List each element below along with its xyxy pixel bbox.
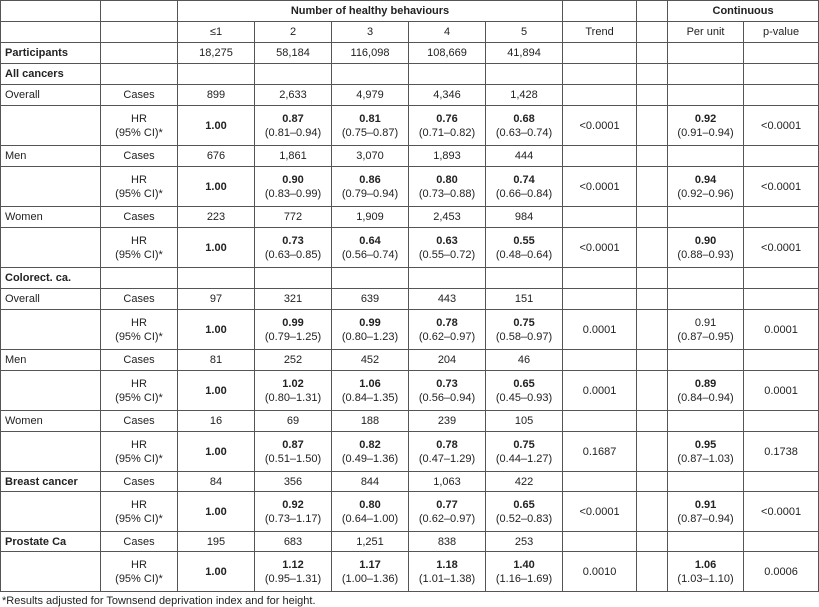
hr-reference: 1.00 <box>178 432 255 472</box>
cases-count: 253 <box>486 532 563 552</box>
cases-count: 105 <box>486 411 563 432</box>
section-title: Breast cancer <box>1 472 101 492</box>
hr-estimate: 0.76 <box>436 112 458 125</box>
per-unit-estimate: 0.91 <box>694 316 717 329</box>
hr-row <box>1 167 819 207</box>
per-unit-ci: (1.03–1.10) <box>677 572 734 585</box>
hr-value-cell <box>409 432 486 472</box>
per-unit-cell <box>668 552 744 592</box>
hr-label-cell <box>101 167 178 207</box>
hr-ci: (0.73–1.17) <box>264 512 322 525</box>
cases-count: 422 <box>486 472 563 492</box>
cases-count: 452 <box>332 350 409 371</box>
hr-reference: 1.00 <box>178 492 255 532</box>
per-unit-estimate: 0.92 <box>694 112 717 125</box>
hr-value-cell <box>409 167 486 207</box>
hr-estimate: 0.64 <box>359 234 381 247</box>
hr-value-cell <box>486 106 563 146</box>
cases-count: 984 <box>486 207 563 228</box>
cases-count: 151 <box>486 289 563 310</box>
per-unit-cell <box>668 371 744 411</box>
trend-pvalue: 0.0001 <box>563 371 637 411</box>
cases-count: 2,453 <box>409 207 486 228</box>
group-label: Women <box>1 411 101 432</box>
hr-ci: (0.80–1.23) <box>341 330 399 343</box>
per-unit-estimate: 0.89 <box>694 377 717 390</box>
cases-label: Cases <box>101 146 178 167</box>
hr-label: HR <box>131 558 147 571</box>
hr-estimate: 0.99 <box>282 316 304 329</box>
participants-count: 18,275 <box>178 43 255 64</box>
cases-count: 1,861 <box>255 146 332 167</box>
hr-estimate: 0.86 <box>359 173 381 186</box>
hr-label: HR <box>131 112 147 125</box>
cases-count: 1,428 <box>486 85 563 106</box>
hr-ci: (0.66–0.84) <box>495 187 553 200</box>
hr-reference: 1.00 <box>178 371 255 411</box>
hr-estimate: 0.68 <box>513 112 535 125</box>
trend-pvalue: 0.0001 <box>563 310 637 350</box>
hr-value-cell <box>255 552 332 592</box>
hr-estimate: 0.92 <box>282 498 304 511</box>
cases-row <box>1 411 819 432</box>
ci-label: (95% CI)* <box>115 572 163 585</box>
hr-value-cell <box>486 492 563 532</box>
cases-row <box>1 207 819 228</box>
hr-value-cell <box>486 310 563 350</box>
per-unit-estimate: 0.90 <box>694 234 717 247</box>
hr-value-cell <box>409 228 486 268</box>
hr-value-cell <box>332 432 409 472</box>
section-header-row <box>1 64 819 85</box>
trend-pvalue: <0.0001 <box>563 167 637 207</box>
hr-row <box>1 106 819 146</box>
hr-ci: (0.48–0.64) <box>495 248 553 261</box>
ci-label: (95% CI)* <box>115 248 163 261</box>
column-header: ≤1 <box>178 22 255 43</box>
cases-row <box>1 85 819 106</box>
hr-reference: 1.00 <box>178 167 255 207</box>
footnote: *Results adjusted for Townsend deprivation index and for height. <box>2 595 316 607</box>
hr-value-cell <box>486 228 563 268</box>
section-title: All cancers <box>1 64 101 85</box>
cases-count: 204 <box>409 350 486 371</box>
per-unit-cell <box>668 310 744 350</box>
hr-estimate: 0.80 <box>359 498 381 511</box>
participants-count: 116,098 <box>332 43 409 64</box>
hr-ci: (0.84–1.35) <box>341 391 399 404</box>
group-label: Men <box>1 146 101 167</box>
hr-ci: (1.01–1.38) <box>418 572 476 585</box>
participants-count: 41,894 <box>486 43 563 64</box>
cases-count: 639 <box>332 289 409 310</box>
hr-label: HR <box>131 498 147 511</box>
per-unit-cell <box>668 228 744 268</box>
cases-count: 443 <box>409 289 486 310</box>
hr-estimate: 0.87 <box>282 438 304 451</box>
per-unit-ci: (0.91–0.94) <box>677 126 734 139</box>
hr-estimate: 1.12 <box>282 558 304 571</box>
cases-count: 4,346 <box>409 85 486 106</box>
hr-estimate: 1.17 <box>359 558 381 571</box>
per-unit-estimate: 1.06 <box>694 558 717 571</box>
cases-count: 1,893 <box>409 146 486 167</box>
column-header: 4 <box>409 22 486 43</box>
group-label: Overall <box>1 289 101 310</box>
hr-ci: (0.45–0.93) <box>495 391 553 404</box>
hr-value-cell <box>255 106 332 146</box>
continuous-pvalue: <0.0001 <box>744 228 819 268</box>
hr-ci: (0.62–0.97) <box>418 512 476 525</box>
cases-count: 188 <box>332 411 409 432</box>
cases-count: 252 <box>255 350 332 371</box>
cases-count: 321 <box>255 289 332 310</box>
hr-value-cell <box>332 106 409 146</box>
hr-value-cell <box>409 371 486 411</box>
hr-estimate: 0.63 <box>436 234 458 247</box>
hr-value-cell <box>486 432 563 472</box>
hr-ci: (0.79–1.25) <box>264 330 322 343</box>
section-header-row <box>1 268 819 289</box>
per-unit-cell <box>668 492 744 532</box>
cases-count: 84 <box>178 472 255 492</box>
continuous-header: Continuous <box>668 1 819 22</box>
group-label: Women <box>1 207 101 228</box>
per-unit-cell <box>668 432 744 472</box>
cases-count: 1,063 <box>409 472 486 492</box>
hr-label: HR <box>131 438 147 451</box>
cases-count: 195 <box>178 532 255 552</box>
cases-count: 239 <box>409 411 486 432</box>
continuous-pvalue: 0.0006 <box>744 552 819 592</box>
participants-row <box>1 43 819 64</box>
continuous-pvalue: 0.0001 <box>744 371 819 411</box>
hr-value-cell <box>486 552 563 592</box>
hr-ci: (0.63–0.85) <box>264 248 322 261</box>
continuous-pvalue: <0.0001 <box>744 167 819 207</box>
per-unit-ci: (0.88–0.93) <box>677 248 734 261</box>
hr-estimate: 1.18 <box>436 558 458 571</box>
cases-row <box>1 350 819 371</box>
continuous-pvalue: 0.1738 <box>744 432 819 472</box>
hr-row <box>1 432 819 472</box>
cases-count: 1,909 <box>332 207 409 228</box>
participants-count: 108,669 <box>409 43 486 64</box>
hr-estimate: 0.78 <box>436 438 458 451</box>
ci-label: (95% CI)* <box>115 126 163 139</box>
hr-estimate: 1.40 <box>513 558 535 571</box>
cases-count: 444 <box>486 146 563 167</box>
trend-pvalue: <0.0001 <box>563 492 637 532</box>
hr-label-cell <box>101 552 178 592</box>
hr-ci: (0.95–1.31) <box>264 572 322 585</box>
cases-label: Cases <box>101 207 178 228</box>
participants-count: 58,184 <box>255 43 332 64</box>
hr-value-cell <box>409 106 486 146</box>
cases-label: Cases <box>101 472 178 492</box>
cases-label: Cases <box>101 411 178 432</box>
hr-ci: (0.83–0.99) <box>264 187 322 200</box>
hr-ci: (0.55–0.72) <box>418 248 476 261</box>
hr-ci: (0.56–0.94) <box>418 391 476 404</box>
column-header: 5 <box>486 22 563 43</box>
cases-count: 2,633 <box>255 85 332 106</box>
hr-value-cell <box>255 310 332 350</box>
cases-count: 81 <box>178 350 255 371</box>
hr-ci: (0.80–1.31) <box>264 391 322 404</box>
cases-count: 772 <box>255 207 332 228</box>
hr-estimate: 0.87 <box>282 112 304 125</box>
ci-label: (95% CI)* <box>115 452 163 465</box>
cases-count: 1,251 <box>332 532 409 552</box>
ci-label: (95% CI)* <box>115 391 163 404</box>
hr-value-cell <box>332 167 409 207</box>
section-title: Prostate Ca <box>1 532 101 552</box>
hr-value-cell <box>332 228 409 268</box>
hr-label: HR <box>131 234 147 247</box>
hr-value-cell <box>255 228 332 268</box>
ci-label: (95% CI)* <box>115 187 163 200</box>
cases-count: 3,070 <box>332 146 409 167</box>
hr-reference: 1.00 <box>178 552 255 592</box>
hr-reference: 1.00 <box>178 228 255 268</box>
section-title: Colorect. ca. <box>1 268 101 289</box>
hr-row <box>1 492 819 532</box>
hr-reference: 1.00 <box>178 310 255 350</box>
hr-label-cell <box>101 492 178 532</box>
column-header: 2 <box>255 22 332 43</box>
hr-value-cell <box>332 310 409 350</box>
hr-ci: (0.47–1.29) <box>418 452 476 465</box>
hr-estimate: 0.90 <box>282 173 304 186</box>
hr-label-cell <box>101 310 178 350</box>
hr-estimate: 1.02 <box>282 377 304 390</box>
cases-row <box>1 472 819 492</box>
cases-label: Cases <box>101 532 178 552</box>
hr-estimate: 0.75 <box>513 438 535 451</box>
per-unit-estimate: 0.91 <box>694 498 717 511</box>
hr-value-cell <box>409 310 486 350</box>
per-unit-ci: (0.87–0.95) <box>677 330 734 343</box>
cases-label: Cases <box>101 350 178 371</box>
per-unit-ci: (0.84–0.94) <box>677 391 734 404</box>
hr-row <box>1 310 819 350</box>
header-row-2 <box>1 22 819 43</box>
hr-label-cell <box>101 228 178 268</box>
trend-header: Trend <box>563 22 637 43</box>
hr-value-cell <box>255 492 332 532</box>
hr-row <box>1 552 819 592</box>
header-row-1 <box>1 1 819 22</box>
hr-ci: (0.52–0.83) <box>495 512 553 525</box>
hr-ci: (0.49–1.36) <box>341 452 399 465</box>
hr-ci: (0.56–0.74) <box>341 248 399 261</box>
group-label: Men <box>1 350 101 371</box>
hr-value-cell <box>486 371 563 411</box>
hr-estimate: 0.80 <box>436 173 458 186</box>
hr-ci: (0.81–0.94) <box>264 126 322 139</box>
cases-label: Cases <box>101 85 178 106</box>
cases-count: 838 <box>409 532 486 552</box>
group-header: Number of healthy behaviours <box>178 1 563 22</box>
hr-row <box>1 228 819 268</box>
cases-count: 899 <box>178 85 255 106</box>
hr-row <box>1 371 819 411</box>
cases-count: 844 <box>332 472 409 492</box>
hr-ci: (1.00–1.36) <box>341 572 399 585</box>
per-unit-header: Per unit <box>668 22 744 43</box>
hr-ci: (0.58–0.97) <box>495 330 553 343</box>
hr-ci: (0.79–0.94) <box>341 187 399 200</box>
hr-estimate: 0.82 <box>359 438 381 451</box>
continuous-pvalue: 0.0001 <box>744 310 819 350</box>
per-unit-cell <box>668 106 744 146</box>
hr-estimate: 0.73 <box>282 234 304 247</box>
cases-count: 676 <box>178 146 255 167</box>
cases-count: 16 <box>178 411 255 432</box>
hr-label: HR <box>131 316 147 329</box>
hr-label-cell <box>101 106 178 146</box>
cases-count: 356 <box>255 472 332 492</box>
hr-ci: (0.71–0.82) <box>418 126 476 139</box>
cases-count: 46 <box>486 350 563 371</box>
per-unit-cell <box>668 167 744 207</box>
hr-ci: (0.73–0.88) <box>418 187 476 200</box>
trend-pvalue: <0.0001 <box>563 106 637 146</box>
hr-estimate: 1.06 <box>359 377 381 390</box>
hr-value-cell <box>255 432 332 472</box>
cases-count: 97 <box>178 289 255 310</box>
ci-label: (95% CI)* <box>115 512 163 525</box>
cases-count: 223 <box>178 207 255 228</box>
ci-label: (95% CI)* <box>115 330 163 343</box>
cases-row <box>1 289 819 310</box>
hr-ci: (0.44–1.27) <box>495 452 553 465</box>
hr-label-cell <box>101 371 178 411</box>
cases-count: 683 <box>255 532 332 552</box>
cases-label: Cases <box>101 289 178 310</box>
hr-ci: (0.64–1.00) <box>341 512 399 525</box>
hr-value-cell <box>332 492 409 532</box>
hr-value-cell <box>409 492 486 532</box>
hr-value-cell <box>332 552 409 592</box>
per-unit-estimate: 0.94 <box>694 173 717 186</box>
hr-estimate: 0.78 <box>436 316 458 329</box>
hr-ci: (0.51–1.50) <box>264 452 322 465</box>
hr-ci: (1.16–1.69) <box>495 572 553 585</box>
hr-reference: 1.00 <box>178 106 255 146</box>
hr-estimate: 0.73 <box>436 377 458 390</box>
per-unit-ci: (0.92–0.96) <box>677 187 734 200</box>
cases-row <box>1 532 819 552</box>
trend-pvalue: <0.0001 <box>563 228 637 268</box>
per-unit-ci: (0.87–1.03) <box>677 452 734 465</box>
hr-estimate: 0.99 <box>359 316 381 329</box>
per-unit-ci: (0.87–0.94) <box>677 512 734 525</box>
hr-ci: (0.75–0.87) <box>341 126 399 139</box>
trend-pvalue: 0.0010 <box>563 552 637 592</box>
pvalue-header: p-value <box>744 22 819 43</box>
hr-value-cell <box>255 167 332 207</box>
hr-estimate: 0.77 <box>436 498 458 511</box>
hr-value-cell <box>486 167 563 207</box>
hr-estimate: 0.55 <box>513 234 535 247</box>
hr-value-cell <box>409 552 486 592</box>
hr-ci: (0.62–0.97) <box>418 330 476 343</box>
continuous-pvalue: <0.0001 <box>744 106 819 146</box>
group-label: Overall <box>1 85 101 106</box>
cases-count: 69 <box>255 411 332 432</box>
hr-estimate: 0.81 <box>359 112 381 125</box>
hr-label-cell <box>101 432 178 472</box>
hr-value-cell <box>332 371 409 411</box>
cases-row <box>1 146 819 167</box>
hr-value-cell <box>255 371 332 411</box>
hr-label: HR <box>131 173 147 186</box>
per-unit-estimate: 0.95 <box>694 438 717 451</box>
hr-estimate: 0.65 <box>513 377 535 390</box>
hr-estimate: 0.74 <box>513 173 535 186</box>
trend-pvalue: 0.1687 <box>563 432 637 472</box>
continuous-pvalue: <0.0001 <box>744 492 819 532</box>
participants-label: Participants <box>1 43 101 64</box>
cases-count: 4,979 <box>332 85 409 106</box>
hr-estimate: 0.65 <box>513 498 535 511</box>
column-header: 3 <box>332 22 409 43</box>
hr-estimate: 0.75 <box>513 316 535 329</box>
hr-label: HR <box>131 377 147 390</box>
hr-ci: (0.63–0.74) <box>495 126 553 139</box>
